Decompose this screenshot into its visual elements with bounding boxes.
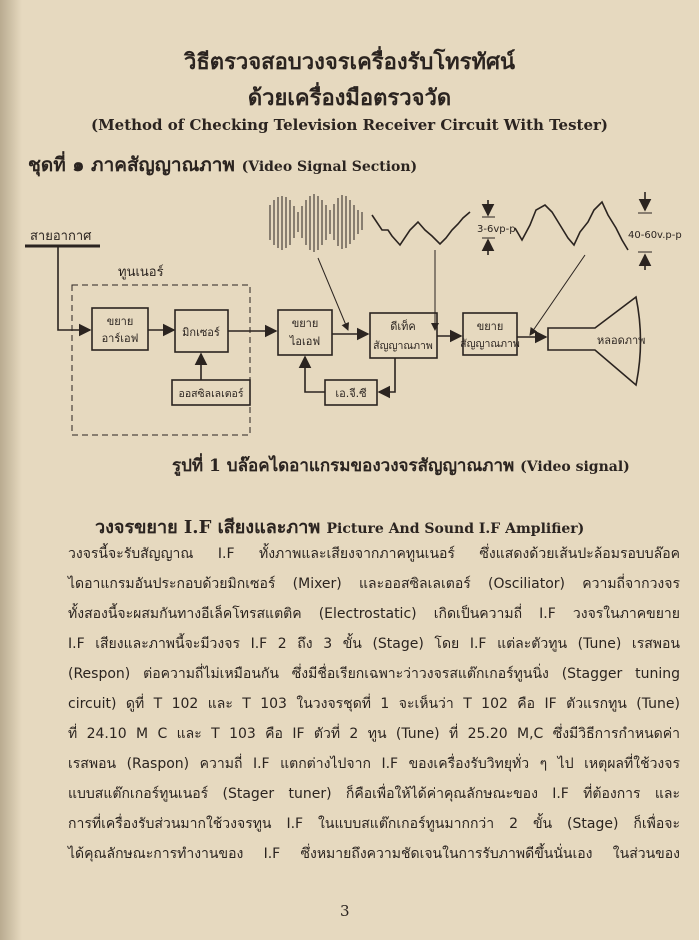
body-line: วงจรนี้จะรับสัญญาณ I.F ทั้งภาพและเสียงจากภาคทูนเนอร์ ซึ่งแสดงด้วยเส้นปะล้อมรอบบล๊อค xyxy=(68,546,680,562)
body-line: ไดอาแกรมอันประกอบด้วยมิกเซอร์ (Mixer) และออสซิลเลเตอร์ (Osciliator) ความถี่จากวงจร xyxy=(68,576,680,592)
block-diagram xyxy=(0,0,699,450)
section-heading-english: (Video Signal Section) xyxy=(241,159,418,175)
body-line: ที่ 24.10 M C และ T 103 คือ IF ตัวที่ 2 ทูน (Tune) ที่ 25.20 M,C ซึ่งมีวิธีการกำหนดค่า xyxy=(68,726,680,742)
oscillator-block xyxy=(172,380,250,405)
level-label-40-60v: 40-60v.p-p xyxy=(628,230,682,241)
amplified-waveform xyxy=(515,202,628,250)
figure-caption xyxy=(172,452,630,479)
svg-text:เอ.จี.ซี: เอ.จี.ซี xyxy=(335,387,367,400)
svg-text:สัญญาณภาพ: สัญญาณภาพ xyxy=(460,338,520,350)
figure-caption-thai: รูปที่ 1 บล๊อคไดอาแกรมของวงจรสัญญาณภาพ xyxy=(172,456,515,476)
body-line: เรสพอน (Raspon) ความถี่ I.F แตกต่างไปจาก I.F ของเครื่องรับวิทยุทั่ว ๆ ไป เหตุผลที่ใช้วงจร xyxy=(68,756,680,772)
if-waveform xyxy=(270,194,362,252)
svg-text:สัญญาณภาพ: สัญญาณภาพ xyxy=(373,340,433,352)
svg-text:มิกเซอร์: มิกเซอร์ xyxy=(182,326,220,339)
svg-text:หลอดภาพ: หลอดภาพ xyxy=(597,334,646,347)
tuner-label: ทูนเนอร์ xyxy=(118,265,164,280)
page-subtitle: (Method of Checking Television Receiver Circuit With Tester) xyxy=(90,116,609,134)
page-title: วิธีตรวจสอบวงจรเครื่องรับโทรทัศน์ xyxy=(184,49,515,75)
rf-amp-block xyxy=(92,308,148,350)
subsection-heading-english: Picture And Sound I.F Amplifier) xyxy=(326,521,585,537)
subsection-heading xyxy=(95,512,584,541)
body-line: แบบสแต๊กเกอร์ทูนเนอร์ (Stager tuner) ก็คือเพื่อให้ได้ค่าคุณลักษณะของ I.F ที่ต้องการ และ xyxy=(68,786,680,802)
svg-text:ดีเท็ค: ดีเท็ค xyxy=(390,320,416,333)
body-line: การที่เครื่องรับส่วนมากใช้วงจรทูน I.F ในแบบสแต๊กเกอร์ทูนมากกว่า 2 ขั้น (Stage) ก็เพื่อจะ xyxy=(68,816,680,832)
crt-tube xyxy=(548,297,645,385)
subsection-heading-thai: วงจรขยาย I.F เสียงและภาพ xyxy=(95,517,321,538)
video-detect-block xyxy=(370,313,437,358)
figure-caption-english: (Video signal) xyxy=(520,459,630,475)
body-line: ได้คุณลักษณะการทำงานของ I.F ซึ่งหมายถึงความชัดเจนในการรับภาพดีขึ้นนั่นเอง ในส่วนของ xyxy=(68,846,680,862)
page-title-line2: ด้วยเครื่องมือตรวจวัด xyxy=(247,85,452,111)
antenna-wire xyxy=(58,246,90,330)
if-amp-block xyxy=(278,310,332,355)
body-line: ทั้งสองนี้จะผสมกันทางอีเล็คโทรสแตติค (Electrostatic) เกิดเป็นความถี่ I.F วงจรในภาคขยาย xyxy=(68,606,680,622)
svg-text:ขยาย: ขยาย xyxy=(291,317,319,330)
level-label-3-6v: 3-6vp-p xyxy=(477,224,516,235)
svg-text:ขยาย: ขยาย xyxy=(106,315,134,328)
svg-text:ออสซิลเลเตอร์: ออสซิลเลเตอร์ xyxy=(178,388,244,400)
agc-block xyxy=(325,380,377,405)
svg-text:ขยาย: ขยาย xyxy=(476,320,504,333)
body-line: circuit) ดูที่ T 102 และ T 103 ในวงจรชุดที่ 1 จะเห็นว่า T 102 คือ IF ตัวแรกทูน (Tune) xyxy=(68,696,680,712)
antenna-label: สายอากาศ xyxy=(30,229,92,244)
section-heading-thai: ชุดที่ ๑ ภาคสัญญาณภาพ xyxy=(28,154,235,176)
svg-text:อาร์เอฟ: อาร์เอฟ xyxy=(101,332,139,345)
body-line: I.F เสียงและภาพนี้จะมีวงจร I.F 2 ถึง 3 ขั้น (Stage) โดย I.F แต่ละตัวทูน (Tune) เรสพอน xyxy=(68,636,680,652)
mixer-block xyxy=(175,310,228,352)
svg-text:ไอเอฟ: ไอเอฟ xyxy=(289,335,321,348)
detected-waveform xyxy=(372,212,470,245)
body-line: (Respon) ต่อความถี่ไม่เหมือนกัน ซึ่งมีชื่อเรียกเฉพาะว่าวงจรสแต๊กเกอร์ทูนนิ่ง (Stagger tuning xyxy=(68,666,680,682)
video-amp-block xyxy=(460,313,520,355)
page-number: 3 xyxy=(340,902,350,920)
